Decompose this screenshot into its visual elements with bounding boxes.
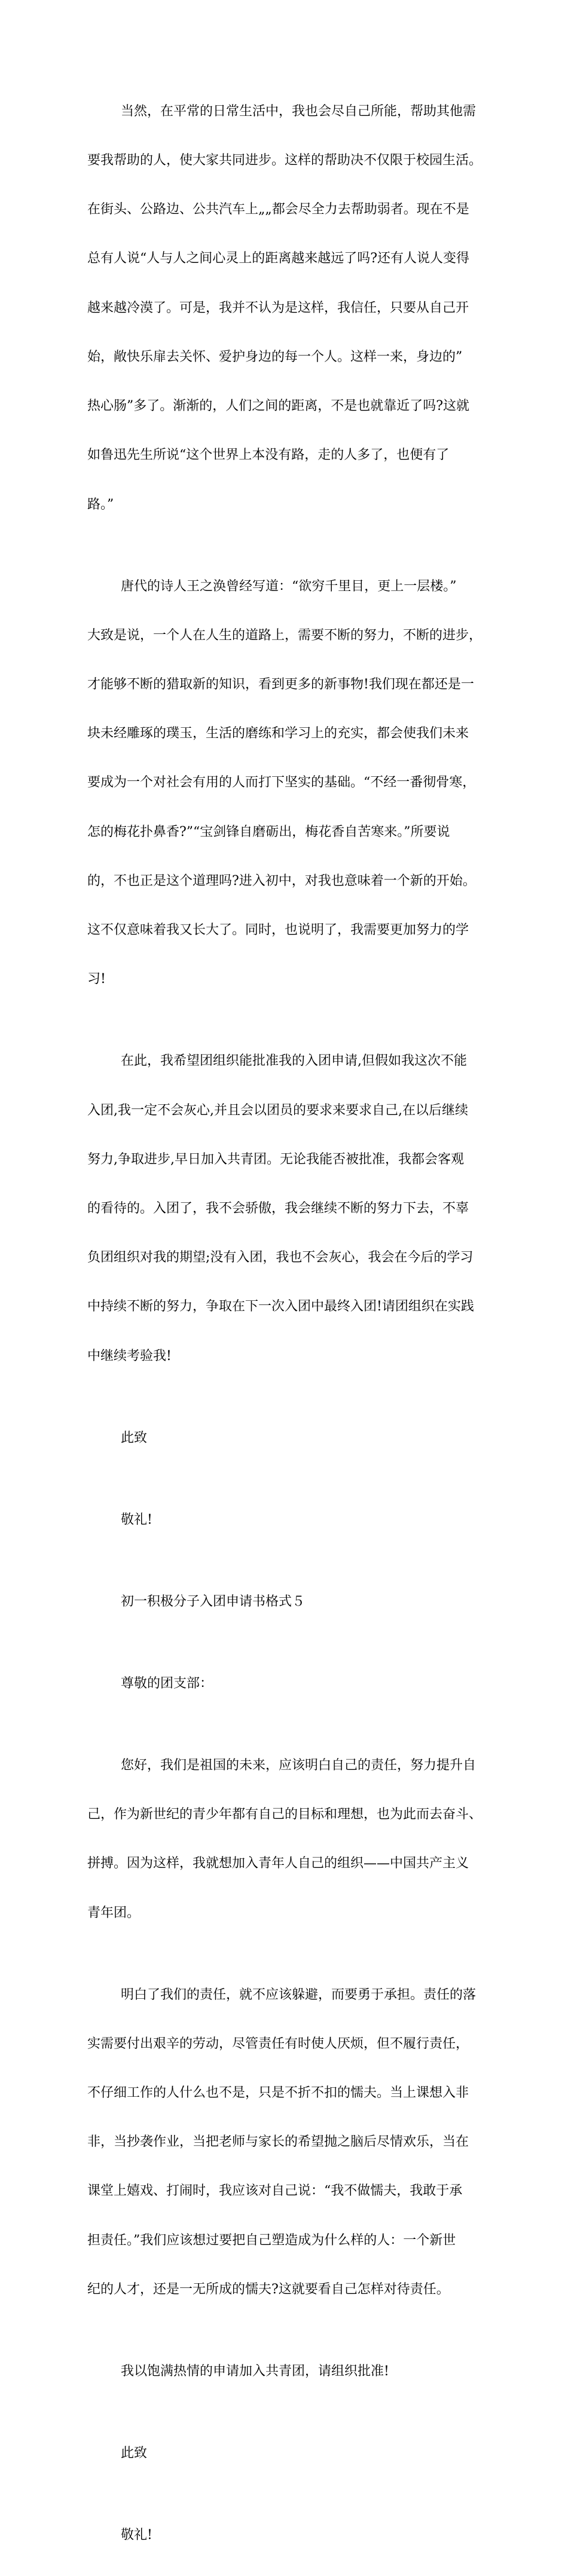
- text-line: 努力,争取进步,早日加入共青团。无论我能否被批准，我都会客观: [87, 1151, 464, 1167]
- text-line: 在街头、公路边、公共汽车上„„都会尽全力去帮助弱者。现在不是: [87, 202, 469, 218]
- paragraph-poem: [87, 546, 482, 1021]
- text-line: 如鲁迅先生所说“这个世界上本没有路，走的人多了，也便有了: [87, 448, 450, 463]
- text-line: 尊敬的团支部：: [121, 1676, 213, 1691]
- text-line: 您好，我们是祖国的未来，应该明白自己的责任，努力提升自: [121, 1757, 477, 1773]
- text-line: 青年团。: [87, 1905, 141, 1920]
- text-line: 块未经雕琢的璞玉，生活的磨练和学习上的充实，都会使我们未来: [87, 726, 469, 742]
- text-line: 这不仅意味着我又长大了。同时，也说明了，我需要更加努力的学: [87, 923, 469, 938]
- text-line: 热心肠”多了。渐渐的，人们之间的距离，不是也就靠近了吗?这就: [87, 399, 470, 414]
- text-line: 当然，在平常的日常生活中，我也会尽自己所能，帮助其他需: [121, 103, 477, 119]
- text-line: 不仔细工作的人什么也不是，只是不折不扣的懦夫。当上课想入非: [87, 2085, 469, 2100]
- text-line: 的，不也正是这个道理吗?进入初中，对我也意味着一个新的开始。: [87, 873, 476, 889]
- text-line: 入团,我一定不会灰心,并且会以团员的要求来要求自己,在以后继续: [87, 1102, 468, 1118]
- text-line: 在此，我希望团组织能批准我的入团申请,但假如我这次不能: [121, 1053, 467, 1069]
- text-line: 总有人说“人与人之间心灵上的距离越来越远了吗?还有人说人变得: [87, 251, 470, 267]
- document-page: [87, 71, 482, 2576]
- text-line: 己，作为新世纪的青少年都有自己的目标和理想，也为此而去奋斗、: [87, 1807, 483, 1823]
- closing-salutation: [87, 1397, 482, 1479]
- text-line: 明白了我们的责任，就不应该躲避，而要勇于承担。责任的落: [121, 1987, 477, 2002]
- section-title: [87, 1561, 482, 1643]
- text-line: 此致: [121, 2445, 148, 2461]
- text-line: 越来越冷漠了。可是，我并不认为是这样，我信任，只要从自己开: [87, 300, 469, 316]
- text-line: 敬礼!: [121, 2527, 152, 2543]
- paragraph-helping-others: [87, 71, 482, 546]
- text-line: 要我帮助的人，使大家共同进步。这样的帮助决不仅限于校园生活。: [87, 153, 483, 169]
- text-line: 怎的梅花扑鼻香?”“宝剑锋自磨砺出，梅花香自苦寒来。”所要说: [87, 824, 450, 840]
- paragraph-responsibility: [87, 1954, 482, 2330]
- paragraph-application: [87, 2330, 482, 2412]
- closing-regards: [87, 1479, 482, 1561]
- text-line: 纪的人才，还是一无所成的懦夫?这就要看自己怎样对待责任。: [87, 2281, 450, 2297]
- text-line: 中继续考验我!: [87, 1348, 172, 1364]
- text-line: 唐代的诗人王之涣曾经写道：“欲穷千里目，更上一层楼。”: [121, 578, 457, 594]
- text-line: 实需要付出艰辛的劳动，尽管责任有时使人厌烦，但不履行责任，: [87, 2036, 469, 2051]
- text-line: 初一积极分子入团申请书格式５: [121, 1594, 306, 1609]
- text-line: 习!: [87, 972, 106, 987]
- paragraph-hope: [87, 1021, 482, 1397]
- text-line: 拼搏。因为这样，我就想加入青年人自己的组织——中国共产主义: [87, 1856, 469, 1871]
- text-line: 我以饱满热情的申请加入共青团，请组织批准!: [121, 2363, 389, 2379]
- text-line: 要成为一个对社会有用的人而打下坚实的基础。“不经一番彻骨寒，: [87, 775, 476, 791]
- text-line: 的看待的。入团了，我不会骄傲，我会继续不断的努力下去，不辜: [87, 1201, 469, 1217]
- text-line: 此致: [121, 1430, 148, 1445]
- closing-salutation: [87, 2412, 482, 2494]
- text-line: 大致是说，一个人在人生的道路上，需要不断的努力，不断的进步，: [87, 627, 483, 643]
- text-line: 敬礼!: [121, 1512, 152, 1527]
- closing-regards: [87, 2494, 482, 2576]
- text-line: 才能够不断的猎取新的知识，看到更多的新事物!我们现在都还是一: [87, 677, 474, 693]
- paragraph-introduction: [87, 1725, 482, 1954]
- text-line: 担责任。”我们应该想过要把自己塑造成为什么样的人：一个新世: [87, 2232, 456, 2248]
- text-line: 课堂上嬉戏、打闹时，我应该对自己说：“我不做懦夫，我敢于承: [87, 2183, 463, 2199]
- text-line: 路。”: [87, 497, 114, 512]
- text-line: 非，当抄袭作业，当把老师与家长的希望抛之脑后尽情欢乐，当在: [87, 2134, 469, 2150]
- greeting: [87, 1643, 482, 1725]
- text-line: 始，敞快乐扉去关怀、爱护身边的每一个人。这样一来，身边的”: [87, 349, 463, 365]
- text-line: 负团组织对我的期望;没有入团，我也不会灰心，我会在今后的学习: [87, 1250, 474, 1266]
- text-line: 中持续不断的努力，争取在下一次入团中最终入团!请团组织在实践: [87, 1299, 474, 1315]
